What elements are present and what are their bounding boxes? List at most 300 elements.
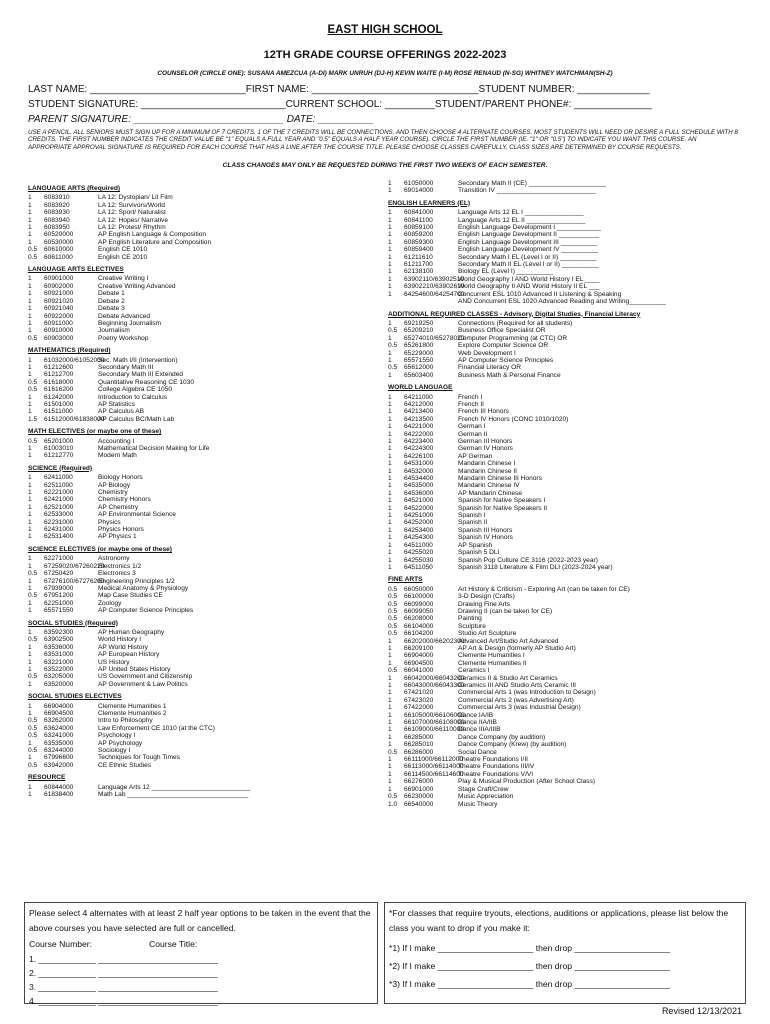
credit-value: 1 [28, 518, 32, 526]
course-title: LA 12: Dystopian/ Lit Film [98, 194, 173, 202]
course-row[interactable] [28, 563, 378, 570]
course-row[interactable] [28, 335, 378, 342]
course-title: English CE 1010 [98, 246, 148, 254]
course-number: 66111000/66112000 [404, 756, 464, 764]
course-row[interactable] [28, 416, 378, 423]
course-title: Sociology I [98, 747, 131, 755]
course-row[interactable] [388, 549, 740, 556]
credit-value: 1 [28, 562, 32, 570]
course-row[interactable] [388, 320, 740, 327]
course-title: AP Spanish [458, 541, 493, 549]
course-number: 63902110/63902510 [404, 275, 465, 283]
course-row[interactable] [388, 697, 740, 704]
course-row[interactable] [28, 445, 378, 452]
course-row[interactable] [28, 740, 378, 747]
credit-value [388, 298, 404, 305]
course-number: 67421020 [404, 689, 434, 697]
course-number: 66904000 [404, 652, 434, 660]
credit-value: 0.5 [388, 600, 398, 608]
credit-value: 1 [388, 682, 392, 689]
course-row[interactable] [388, 372, 740, 379]
drop-line[interactable]: *1) If I make ____________________ then drop ____________________ [389, 943, 670, 953]
course-row[interactable] [388, 615, 740, 622]
course-row[interactable] [28, 320, 378, 327]
alternate-line[interactable]: 2. ____________ _________________________ [29, 968, 218, 978]
course-number: 61212700 [44, 371, 74, 379]
course-title: Chemistry [98, 489, 128, 497]
course-row[interactable] [388, 468, 740, 475]
counselor-line: COUNSELOR (CIRCLE ONE): SUSANA AMEZCUA (A-DI) MARK UNRUH (DJ-H) KEVIN WAITE (I-M) ROSE RENAUD (N-SG) WHITNEY WATCHMAN(SH-Z) [157, 70, 613, 77]
course-row[interactable] [28, 194, 378, 201]
course-row[interactable] [388, 771, 740, 778]
course-row[interactable] [28, 710, 378, 717]
course-row[interactable] [388, 675, 740, 682]
course-row[interactable] [388, 445, 740, 452]
course-number: 66114500/66114600 [404, 770, 464, 778]
credit-value: 1 [388, 689, 392, 697]
course-row[interactable] [28, 725, 378, 732]
course-row[interactable] [28, 607, 378, 614]
credit-value: 1 [28, 408, 32, 416]
course-row[interactable] [28, 224, 378, 231]
course-title: Spanish IV Honors [458, 534, 513, 542]
course-row[interactable] [388, 682, 740, 689]
credit-value: 0.5 [388, 622, 398, 630]
course-row[interactable] [28, 231, 378, 238]
course-row[interactable] [28, 754, 378, 761]
course-row[interactable] [388, 416, 740, 423]
course-row[interactable] [388, 564, 740, 571]
course-row[interactable] [28, 298, 378, 305]
credit-value: 1 [388, 719, 392, 727]
course-row[interactable] [28, 401, 378, 408]
course-row[interactable] [28, 666, 378, 673]
credit-value: 1 [388, 696, 392, 704]
course-row[interactable] [388, 712, 740, 719]
course-number: 65209210 [404, 327, 434, 335]
course-number: 67422000 [404, 704, 434, 712]
credit-value: 1 [28, 783, 32, 791]
course-row[interactable] [388, 239, 740, 246]
course-number: 61616200 [44, 386, 74, 394]
course-row[interactable] [28, 290, 378, 297]
course-row[interactable] [28, 275, 378, 282]
course-number: 60841100 [404, 216, 433, 224]
course-row[interactable] [28, 371, 378, 378]
course-row[interactable] [388, 482, 740, 489]
course-row[interactable] [388, 623, 740, 630]
course-title: Debate 1 [98, 290, 125, 298]
course-number: 63522000 [44, 665, 74, 673]
course-row[interactable] [28, 482, 378, 489]
course-row[interactable] [388, 512, 740, 519]
course-row[interactable] [388, 749, 740, 756]
alternate-line[interactable]: 3. ____________ _________________________ [29, 982, 218, 992]
name-line[interactable]: LAST NAME: ____________________________FIRST NAME: ______________________________STUDENT NUMBER: _____________ [28, 84, 650, 95]
course-row[interactable] [28, 217, 378, 224]
course-row[interactable] [28, 305, 378, 312]
credit-value: 1 [28, 363, 32, 371]
credit-value: 1 [388, 652, 392, 660]
credit-value: 1 [388, 356, 392, 364]
drop-line[interactable]: *3) If I make ____________________ then drop ____________________ [389, 979, 670, 989]
course-row[interactable] [28, 496, 378, 503]
credit-value: 1 [28, 489, 32, 497]
alternate-line[interactable]: 1. ____________ _________________________ [29, 954, 218, 964]
course-row[interactable] [388, 763, 740, 770]
alternate-line[interactable]: 4. ____________ _________________________ [29, 996, 218, 1006]
course-row[interactable] [388, 261, 740, 268]
course-row[interactable] [388, 217, 740, 224]
course-number: 62533000 [44, 511, 74, 519]
credit-value: 1 [388, 408, 392, 416]
course-row[interactable] [388, 327, 740, 334]
course-title: German II [458, 430, 488, 438]
course-row[interactable] [388, 180, 740, 187]
course-number: 69219250 [404, 319, 434, 327]
course-title: Debate 2 [98, 297, 125, 305]
course-row[interactable] [388, 475, 740, 482]
course-title: Quantitative Reasoning CE 1030 [98, 378, 195, 386]
course-title: Dance IA/IB [458, 711, 494, 719]
course-row[interactable] [388, 283, 740, 290]
course-number: 66104200 [404, 630, 434, 638]
course-row[interactable] [28, 717, 378, 724]
course-row[interactable] [28, 246, 378, 253]
course-title: Mandarin Chinese I [458, 460, 516, 468]
section-title: LANGUAGE ARTS (Required) [28, 185, 121, 192]
course-row[interactable] [388, 734, 740, 741]
course-number: 67259020/67260220 [44, 562, 105, 570]
course-title: Law Enforcement CE 1010 (at the CTC) [98, 724, 215, 732]
course-title: Dance Company (Krew) (by audition) [458, 741, 567, 749]
course-row[interactable] [28, 533, 378, 540]
course-number: 60903000 [44, 334, 74, 342]
course-title: Dance IIIA/IIIB [458, 726, 501, 734]
course-row[interactable] [28, 408, 378, 415]
course-row[interactable] [28, 209, 378, 216]
course-title: Computer Programming (at CTC) OR [458, 334, 568, 342]
course-row[interactable] [388, 423, 740, 430]
course-row[interactable] [28, 519, 378, 526]
course-row[interactable] [388, 719, 740, 726]
credit-value: 1 [388, 674, 392, 682]
course-number: 60859100 [404, 224, 434, 232]
course-row[interactable] [388, 497, 740, 504]
credit-value: 1 [388, 489, 392, 497]
course-row[interactable] [388, 660, 740, 667]
course-row[interactable] [388, 786, 740, 793]
course-number: 63221000 [44, 658, 74, 666]
course-row[interactable] [28, 732, 378, 739]
course-number: 63205000 [44, 673, 74, 681]
course-row[interactable] [28, 791, 378, 798]
course-row[interactable] [388, 557, 740, 564]
course-row[interactable] [28, 747, 378, 754]
course-row[interactable] [28, 673, 378, 680]
course-title: Studio Art Sculpture [458, 630, 517, 638]
course-title: Secondary Math II EL (Level I or II) __________ [458, 261, 599, 269]
course-row[interactable] [388, 254, 740, 261]
course-title: AP English Literature and Composition [98, 238, 212, 246]
course-number: 62421000 [44, 496, 74, 504]
course-number: 62531400 [44, 533, 74, 541]
course-row[interactable] [388, 231, 740, 238]
course-number: 66050000 [404, 585, 434, 593]
course-title: German IV Honors [458, 445, 513, 453]
course-row[interactable] [388, 593, 740, 600]
course-title: Play & Musical Production (After School Class) [458, 778, 596, 786]
course-row[interactable] [388, 756, 740, 763]
course-row[interactable] [388, 224, 740, 231]
course-row[interactable] [28, 526, 378, 533]
course-row[interactable] [388, 726, 740, 733]
course-title: Map Case Studies CE [98, 592, 163, 600]
course-row[interactable] [388, 630, 740, 637]
credit-value: 1 [28, 400, 32, 408]
course-row[interactable] [388, 534, 740, 541]
course-row[interactable] [388, 408, 740, 415]
course-row[interactable] [28, 474, 378, 481]
course-title: Physics [98, 518, 121, 526]
credit-value: 1 [388, 393, 392, 401]
credit-value: 1 [388, 415, 392, 423]
credit-value: 1 [388, 733, 392, 741]
course-row[interactable] [28, 636, 378, 643]
credit-value: 1 [388, 644, 392, 652]
signature-line[interactable]: STUDENT SIGNATURE: __________________________CURRENT SCHOOL: _________STUDENT/PARENT PHONE#: ______________ [28, 99, 652, 110]
credit-value: 1 [28, 680, 32, 688]
course-title: World Geography I AND World History I EL ____ [458, 275, 600, 283]
course-row[interactable] [388, 298, 740, 305]
course-title: French II [458, 400, 485, 408]
course-row[interactable] [388, 394, 740, 401]
course-number: 63241000 [44, 732, 74, 740]
course-number: 60859300 [404, 238, 434, 246]
course-row[interactable] [388, 364, 740, 371]
credit-value: 1 [388, 275, 392, 283]
credit-value: 1 [388, 770, 392, 778]
course-number: 60520000 [44, 231, 74, 239]
course-row[interactable] [388, 505, 740, 512]
credit-value: 1 [388, 637, 392, 645]
course-title: German I [458, 423, 486, 431]
course-title: AP Chemistry [98, 503, 139, 511]
credit-value: 1 [388, 563, 392, 571]
course-number: 64213500 [404, 415, 434, 423]
course-number: 62251000 [44, 599, 74, 607]
credit-value: 1 [388, 452, 392, 460]
course-row[interactable] [388, 608, 740, 615]
course-title: French IV Honors (CONC 1010/1020) [458, 415, 569, 423]
credit-value: 0.5 [28, 673, 38, 681]
course-row[interactable] [388, 741, 740, 748]
credit-value: 1 [388, 534, 392, 542]
course-row[interactable] [28, 585, 378, 592]
course-row[interactable] [388, 645, 740, 652]
course-number: 66105000/66106000 [404, 711, 465, 719]
credit-value: 1 [388, 231, 392, 239]
course-row[interactable] [28, 452, 378, 459]
course-row[interactable] [28, 438, 378, 445]
credit-value: 0.5 [388, 364, 398, 372]
course-row[interactable] [388, 187, 740, 194]
course-title: Art History & Criticism - Exploring Art (can be taken for CE) [458, 585, 630, 593]
course-number: 64212000 [404, 400, 434, 408]
course-row[interactable] [28, 504, 378, 511]
course-row[interactable] [388, 519, 740, 526]
course-row[interactable] [388, 586, 740, 593]
course-title: Secondary Math III Extended [98, 371, 184, 379]
section-title: FINE ARTS [388, 576, 423, 584]
course-title: AP Biology [98, 481, 131, 489]
course-number: 60859400 [404, 246, 434, 254]
course-row[interactable] [28, 600, 378, 607]
course-row[interactable] [28, 489, 378, 496]
course-number: 66208000 [404, 615, 434, 623]
course-row[interactable] [388, 357, 740, 364]
course-row[interactable] [388, 268, 740, 275]
course-title: Introduction to Calculus [98, 393, 167, 401]
course-title-header: Course Title: [149, 939, 198, 949]
course-number: 66904500 [44, 710, 74, 717]
course-row[interactable] [388, 601, 740, 608]
course-row[interactable] [388, 335, 740, 342]
course-row[interactable] [28, 659, 378, 666]
course-row[interactable] [28, 394, 378, 401]
credit-value: 1 [28, 290, 32, 298]
course-row[interactable] [388, 460, 740, 467]
course-number: 67951200 [44, 592, 74, 600]
course-row[interactable] [28, 283, 378, 290]
course-number: 60921040 [44, 305, 74, 313]
credit-value: 1 [28, 305, 32, 313]
credit-value: 1 [28, 356, 32, 364]
course-row[interactable] [28, 239, 378, 246]
course-row[interactable] [388, 453, 740, 460]
course-row[interactable] [388, 350, 740, 357]
course-row[interactable] [388, 652, 740, 659]
course-row[interactable] [388, 431, 740, 438]
section-title: ADDITIONAL REQUIRED CLASSES - Advisory, Digital Studies, Financial Literacy [388, 310, 641, 318]
course-title: College Algebra CE 1050 [98, 386, 173, 394]
course-row[interactable] [388, 276, 740, 283]
course-row[interactable] [388, 490, 740, 497]
course-title: World Geography II AND World History II EL ___ [458, 283, 600, 291]
course-number: 61211610 [404, 253, 433, 261]
course-row[interactable] [388, 778, 740, 785]
course-row[interactable] [28, 379, 378, 386]
course-row[interactable] [388, 401, 740, 408]
course-row[interactable] [28, 651, 378, 658]
credit-value: 1 [28, 371, 32, 379]
course-row[interactable] [388, 209, 740, 216]
course-title: 3-D Design (Crafts) [458, 593, 515, 601]
course-title: US Government and Citizenship [98, 673, 193, 681]
course-row[interactable] [28, 703, 378, 710]
course-row[interactable] [28, 578, 378, 585]
course-row[interactable] [388, 801, 740, 808]
course-title: Mandarin Chinese II [458, 467, 518, 475]
course-row[interactable] [28, 357, 378, 364]
course-number: 65201000 [44, 437, 74, 445]
course-row[interactable] [388, 793, 740, 800]
credit-value: 1 [28, 710, 32, 717]
course-row[interactable] [388, 291, 740, 298]
course-title: Advanced Art/Studio Art Advanced [458, 637, 559, 645]
drop-line[interactable]: *2) If I make ____________________ then drop ____________________ [389, 961, 670, 971]
credit-value: 1 [28, 297, 32, 305]
course-row[interactable] [388, 542, 740, 549]
course-row[interactable] [388, 246, 740, 253]
page-title: 12TH GRADE COURSE OFFERINGS 2022-2023 [263, 49, 507, 61]
course-number: 61211700 [404, 261, 433, 269]
credit-value: 0.5 [28, 334, 38, 342]
parent-signature-line[interactable]: PARENT SIGNATURE: ___________________________ DATE: __________ [28, 114, 374, 125]
course-row[interactable] [388, 689, 740, 696]
credit-value: 1 [28, 658, 32, 666]
course-row[interactable] [28, 511, 378, 518]
alternates-intro: Please select 4 alternates with at least 2 half year options to be taken in the event that the above courses you have selected are full or cancelled. [29, 908, 371, 933]
course-row[interactable] [28, 555, 378, 562]
course-row[interactable] [28, 386, 378, 393]
course-row[interactable] [28, 629, 378, 636]
course-row[interactable] [28, 364, 378, 371]
course-number: 63902210/63902610 [404, 283, 465, 291]
course-number: 63536000 [44, 643, 74, 651]
credit-value: 1 [388, 253, 392, 261]
course-number: 62231000 [44, 518, 74, 526]
credit-value: 1 [388, 283, 392, 291]
course-row[interactable] [28, 202, 378, 209]
course-row[interactable] [388, 704, 740, 711]
credit-value: 1 [388, 526, 392, 534]
course-number: 66209100 [404, 644, 434, 652]
credit-value: 0.5 [28, 253, 38, 261]
course-row[interactable] [28, 762, 378, 769]
course-row[interactable] [28, 327, 378, 334]
credit-value: 1 [28, 555, 32, 563]
course-row[interactable] [28, 592, 378, 599]
course-number: 61511000 [44, 408, 73, 416]
credit-value: 1 [28, 319, 32, 327]
course-title: Commercial Arts 3 (was Industrial Design) [458, 704, 581, 712]
course-number: 60841000 [404, 209, 434, 217]
course-row[interactable] [28, 644, 378, 651]
course-row[interactable] [388, 438, 740, 445]
course-title: Music Appreciation [458, 793, 514, 801]
course-row[interactable] [388, 527, 740, 534]
credit-value: 1 [388, 556, 392, 564]
course-title: Engineering Principles 1/2 [98, 577, 175, 585]
course-row[interactable] [28, 784, 378, 791]
course-number: 60901000 [44, 275, 74, 283]
course-row[interactable] [388, 667, 740, 674]
course-title: Astronomy [98, 555, 130, 563]
course-row[interactable] [28, 254, 378, 261]
course-row[interactable] [28, 313, 378, 320]
course-number: 60910000 [44, 327, 74, 335]
course-row[interactable] [388, 638, 740, 645]
school-title: EAST HIGH SCHOOL [327, 24, 443, 36]
course-number: 66230000 [404, 793, 434, 801]
course-row[interactable] [28, 681, 378, 688]
course-title: Web Development I [458, 349, 516, 357]
course-number: 64535000 [404, 482, 434, 490]
course-row[interactable] [28, 570, 378, 577]
course-number: 6083910 [44, 194, 70, 202]
course-row[interactable] [388, 342, 740, 349]
